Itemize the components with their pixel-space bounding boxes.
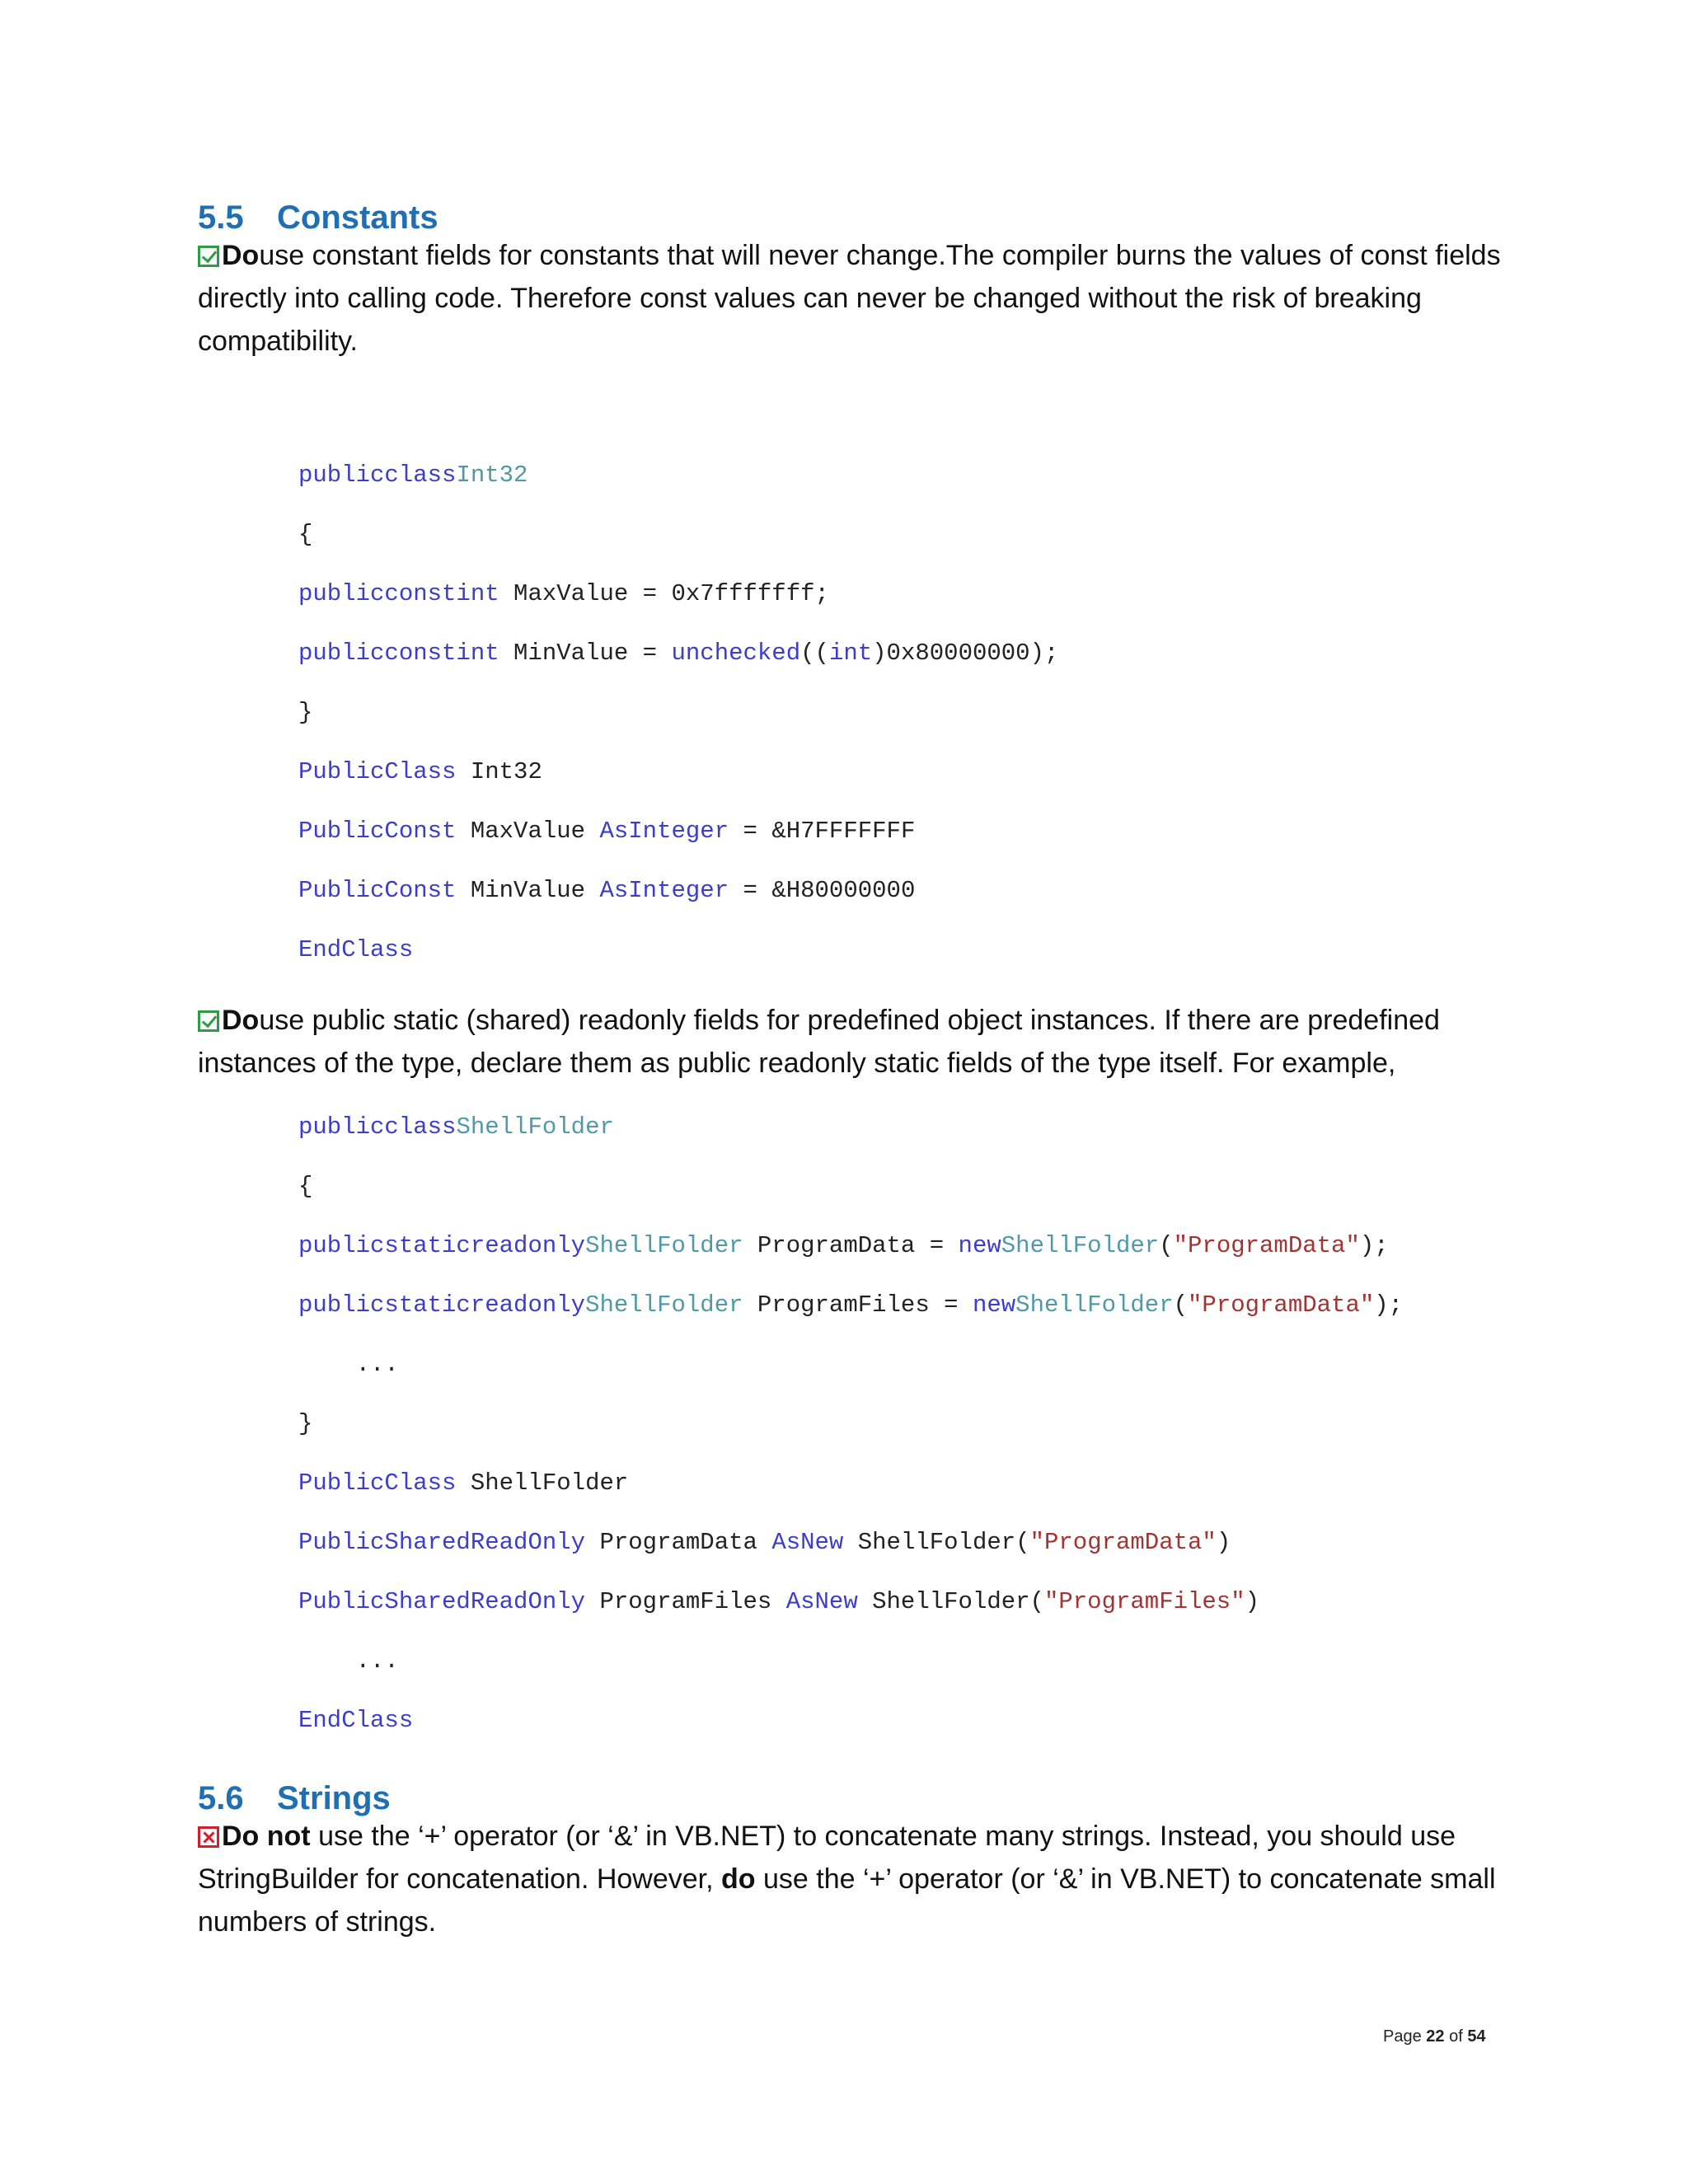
code-text: = &H7FFFFFFF — [729, 818, 916, 845]
code-keyword: EndClass — [298, 936, 414, 963]
code-keyword: PublicSharedReadOnly — [298, 1588, 586, 1615]
code-keyword: AsNew — [771, 1529, 844, 1556]
code-text: ProgramFiles — [585, 1588, 786, 1615]
do-not-label: Do not — [222, 1821, 311, 1852]
code-keyword: PublicConst — [298, 877, 457, 904]
code-line — [298, 757, 1058, 817]
code-line — [298, 1409, 1403, 1469]
section-heading-strings — [198, 1779, 391, 1818]
code-string: "ProgramData" — [1188, 1291, 1375, 1319]
code-text: ); — [1374, 1291, 1404, 1319]
paragraph-text: use public static (shared) readonly fields for predefined object instances. If there are predefined instances of the type, declare them as public readonly static fields of the type itself. For example, — [198, 1005, 1440, 1079]
code-line — [298, 579, 1058, 639]
code-keyword: PublicConst — [298, 818, 457, 845]
code-line — [298, 1291, 1403, 1350]
code-text: ( — [1159, 1232, 1174, 1259]
page-footer — [1383, 2027, 1486, 2046]
code-text: } — [298, 699, 313, 726]
code-text: (( — [800, 640, 829, 667]
code-text: ShellFolder — [456, 1469, 629, 1497]
code-line — [298, 1528, 1403, 1587]
paragraph-text: use the ‘+’ operator (or ‘&’ in VB.NET) to concatenate many strings. Instead, you should use StringBuilder for concatenation. However, — [198, 1821, 1456, 1895]
code-line — [298, 1647, 1403, 1706]
code-text: ) — [1216, 1529, 1231, 1556]
checkbox-cross-icon — [198, 1826, 219, 1848]
code-keyword: new — [958, 1232, 1001, 1259]
section-title: Constants — [277, 199, 438, 236]
code-line — [298, 817, 1058, 876]
code-text: MaxValue = 0x7fffffff; — [499, 580, 829, 607]
code-text: MaxValue — [456, 818, 600, 845]
paragraph-strings — [198, 1815, 1550, 1943]
code-keyword: PublicClass — [298, 758, 457, 785]
code-text: { — [298, 1173, 313, 1200]
code-keyword: unchecked — [671, 640, 801, 667]
code-line — [298, 1587, 1403, 1647]
code-text: } — [298, 1410, 313, 1437]
code-text: Int32 — [456, 758, 542, 785]
paragraph-text: use constant fields for constants that will never change.The compiler burns the values of const fields directly into calling code. Therefore const values can never be changed without the risk of breaking compatibility. — [198, 240, 1501, 357]
code-keyword: PublicSharedReadOnly — [298, 1529, 586, 1556]
section-number: 5.5 — [198, 199, 244, 236]
section-number: 5.6 — [198, 1780, 244, 1816]
do-label: Do — [222, 1005, 260, 1036]
code-keyword: AsInteger — [599, 818, 729, 845]
code-text: { — [298, 521, 313, 548]
code-keyword: publicstaticreadonly — [298, 1291, 586, 1319]
code-keyword: AsNew — [785, 1588, 858, 1615]
code-string: "ProgramFiles" — [1043, 1588, 1245, 1615]
code-text: ... — [298, 1351, 399, 1378]
code-text: ); — [1359, 1232, 1389, 1259]
do-label: do — [721, 1863, 756, 1895]
code-line — [298, 1469, 1403, 1528]
code-type: ShellFolder — [1001, 1232, 1160, 1259]
code-text: ) — [1245, 1588, 1260, 1615]
code-text: MinValue = — [499, 640, 672, 667]
code-text: = &H80000000 — [729, 877, 916, 904]
code-type: ShellFolder — [456, 1113, 614, 1141]
code-keyword: new — [972, 1291, 1016, 1319]
footer-prefix: Page — [1383, 2027, 1427, 2046]
code-type: Int32 — [456, 462, 528, 489]
paragraph-readonly-fields — [198, 999, 1550, 1085]
code-text: ... — [298, 1647, 399, 1675]
checkbox-checked-icon — [198, 246, 219, 267]
do-label: Do — [222, 240, 260, 271]
code-line — [298, 461, 1058, 520]
code-string: "ProgramData" — [1029, 1529, 1217, 1556]
code-line — [298, 1113, 1403, 1172]
code-string: "ProgramData" — [1173, 1232, 1360, 1259]
code-type: ShellFolder — [585, 1291, 743, 1319]
code-keyword: PublicClass — [298, 1469, 457, 1497]
paragraph-constants — [198, 234, 1550, 363]
checkbox-checked-icon — [198, 1010, 219, 1032]
section-heading-constants — [198, 198, 438, 237]
paragraph-text-end: use the ‘+’ operator (or ‘&’ in VB.NET) to concatenate small numbers of strings. — [198, 1863, 1496, 1938]
code-keyword: publicclass — [298, 1113, 457, 1141]
code-text: ProgramFiles = — [743, 1291, 973, 1319]
code-line — [298, 1172, 1403, 1231]
code-keyword: publicconstint — [298, 640, 499, 667]
code-type: ShellFolder — [1015, 1291, 1174, 1319]
code-text: ShellFolder( — [857, 1588, 1044, 1615]
code-text: ( — [1173, 1291, 1189, 1319]
code-block-int32 — [298, 461, 1058, 995]
code-keyword: publicclass — [298, 462, 457, 489]
code-line — [298, 698, 1058, 757]
code-line — [298, 639, 1058, 698]
current-page-number: 22 — [1426, 2027, 1445, 2046]
total-page-number: 54 — [1467, 2027, 1486, 2046]
code-text: MinValue — [456, 877, 600, 904]
code-text: ProgramData = — [743, 1232, 959, 1259]
code-line — [298, 935, 1058, 995]
code-line — [298, 876, 1058, 935]
code-keyword: EndClass — [298, 1707, 414, 1734]
code-block-shellfolder — [298, 1113, 1403, 1765]
code-text: ShellFolder( — [843, 1529, 1030, 1556]
code-keyword: publicstaticreadonly — [298, 1232, 586, 1259]
code-keyword: AsInteger — [599, 877, 729, 904]
code-text: ProgramData — [585, 1529, 772, 1556]
code-line — [298, 1706, 1403, 1765]
code-type: ShellFolder — [585, 1232, 743, 1259]
footer-of: of — [1444, 2027, 1468, 2046]
code-line — [298, 520, 1058, 579]
code-line — [298, 1231, 1403, 1291]
section-title: Strings — [277, 1780, 391, 1816]
code-text: )0x80000000); — [872, 640, 1059, 667]
code-keyword: publicconstint — [298, 580, 499, 607]
code-keyword: int — [828, 640, 873, 667]
code-line — [298, 1350, 1403, 1409]
